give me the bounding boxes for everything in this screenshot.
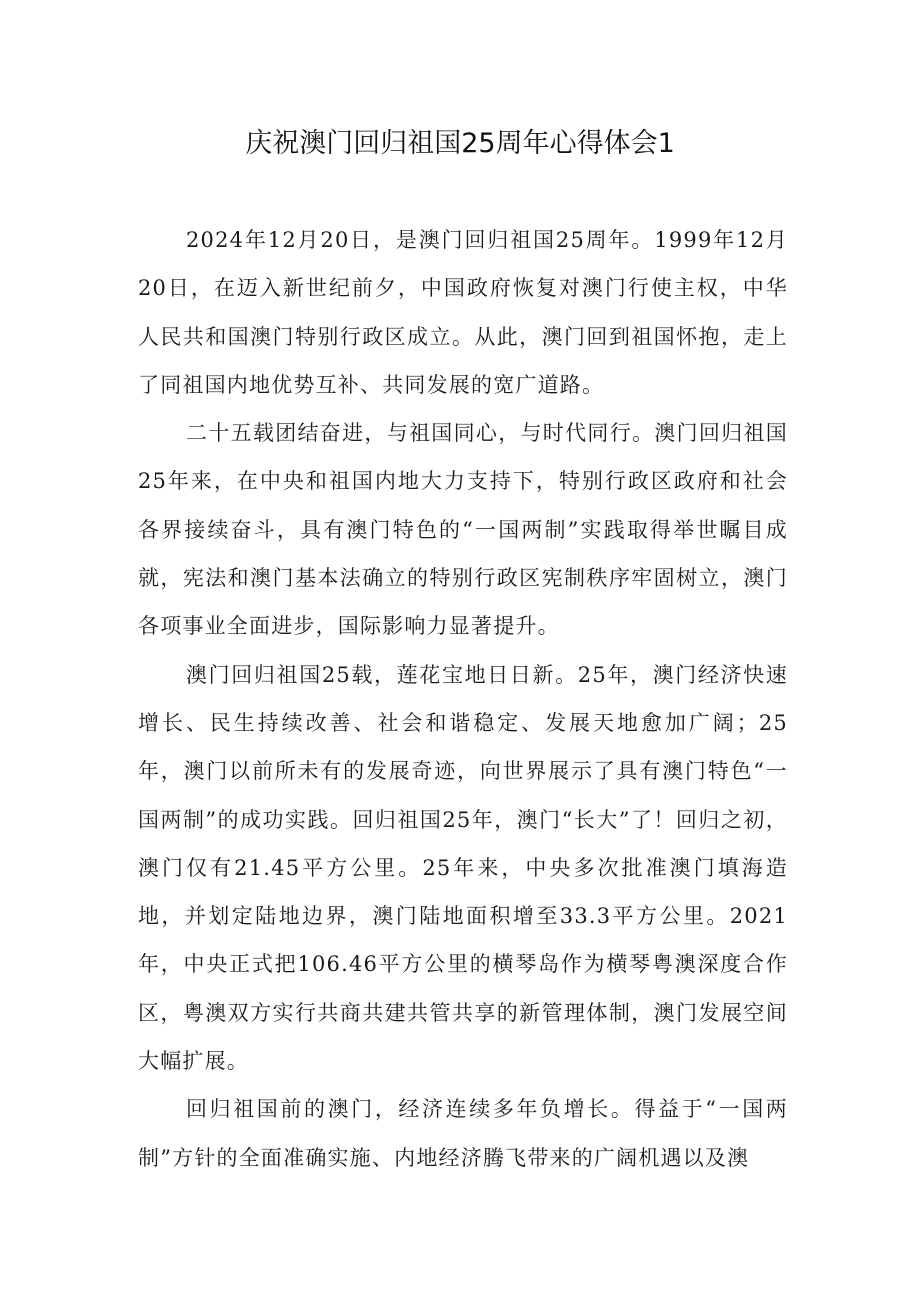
paragraph-1: 2024年12月20日，是澳门回归祖国25周年。1999年12月20日，在迈入新世纪前夕，中国政府恢复对澳门行使主权，中华人民共和国澳门特别行政区成立。从此，澳门回到祖国怀抱，走上了同祖国内地优势互补、共同发展的宽广道路。 xyxy=(138,228,788,397)
paragraph-4: 回归祖国前的澳门，经济连续多年负增长。得益于“一国两制”方针的全面准确实施、内地经济腾飞带来的广阔机遇以及澳 xyxy=(138,1097,788,1170)
paragraph-3: 澳门回归祖国25载，莲花宝地日日新。25年，澳门经济快速增长、民生持续改善、社会和谐稳定、发展天地愈加广阔；25年，澳门以前所未有的发展奇迹，向世界展示了具有澳门特色“一国两制”的成功实践。回归祖国25年，澳门“长大”了！回归之初，澳门仅有21.45平方公里。25年来，中央多次批准澳门填海造地，并划定陆地边界，澳门陆地面积增至33.3平方公里。2021年，中央正式把106.46平方公里的横琴岛作为横琴粤澳深度合作区，粤澳双方实行共商共建共管共享的新管理体制，澳门发展空间大幅扩展。 xyxy=(138,662,788,1074)
document-title: 庆祝澳门回归祖国25周年心得体会1 xyxy=(245,128,675,159)
document-body xyxy=(138,216,788,1182)
paragraph-2: 二十五载团结奋进，与祖国同心，与时代同行。澳门回归祖国25年来，在中央和祖国内地大力支持下，特别行政区政府和社会各界接续奋斗，具有澳门特色的“一国两制”实践取得举世瞩目成就，宪法和澳门基本法确立的特别行政区宪制秩序牢固树立，澳门各项事业全面进步，国际影响力显著提升。 xyxy=(138,421,788,639)
